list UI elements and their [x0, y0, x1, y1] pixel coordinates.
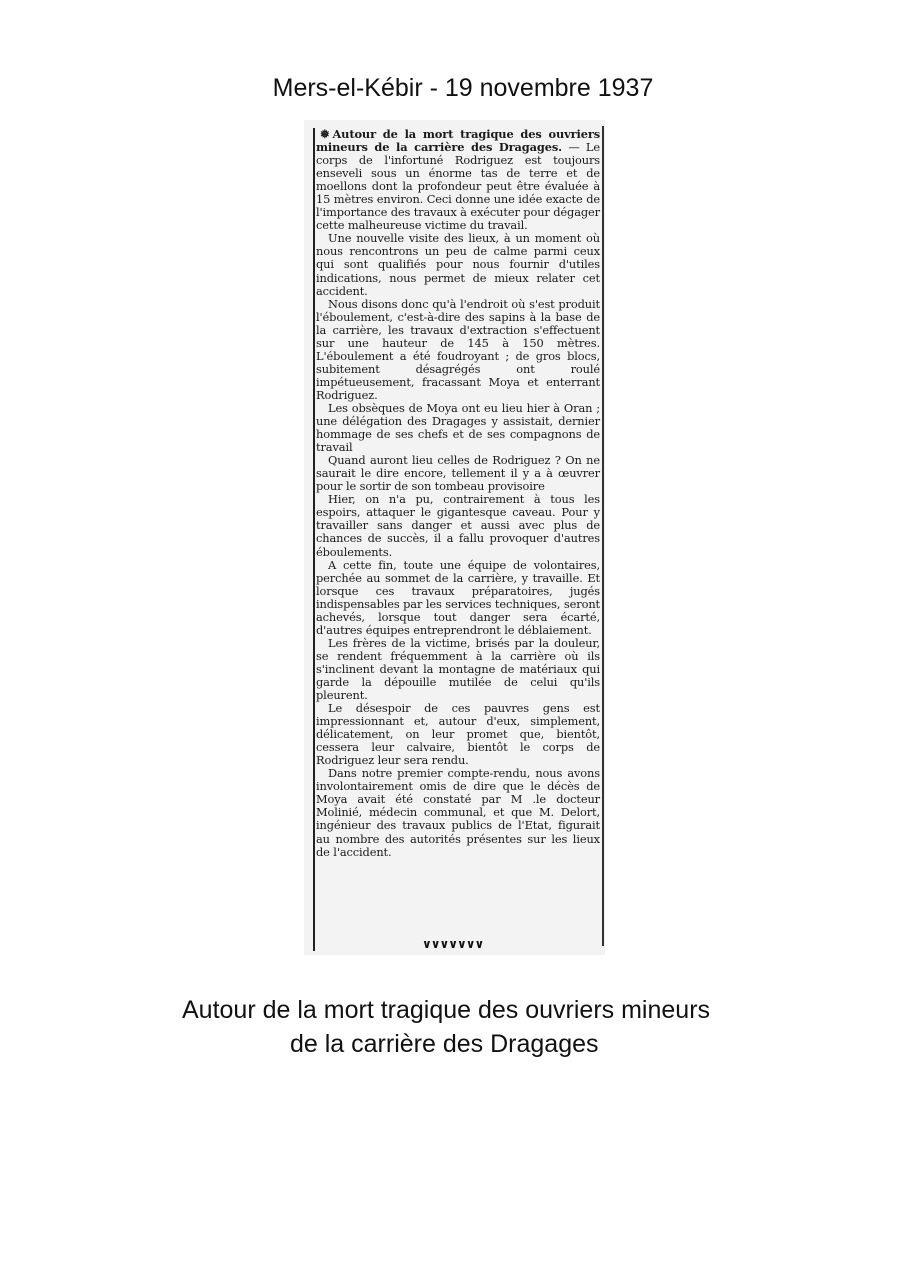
- caption-line-1: Autour de la mort tragique des ouvriers mineurs: [182, 996, 711, 1024]
- article-paragraph: Nous disons donc qu'à l'endroit où s'est produit l'éboulement, c'est-à-dire des sapins à la base de la carrière, les travaux d'extraction s'effectuent sur une hauteur de 145 à 150 mètres. L'éboulement a été foudroyant ; de gros blocs, subitement désagrégés ont roulé impétueusement, fracassant Moya et enterrant Rodriguez.: [316, 296, 600, 402]
- lead-ornament-icon: ❅: [320, 127, 330, 141]
- column-rule-right: [602, 126, 604, 946]
- article-paragraph: Le désespoir de ces pauvres gens est impressionnant et, autour d'eux, simplement, délicatement, on leur promet que, bientôt, cessera leur calvaire, bientôt le corps de Rodriguez leur sera rendu.: [316, 701, 600, 768]
- article-paragraph: Une nouvelle visite des lieux, à un moment où nous rencontrons un peu de calme parmi ceux qui sont qualifiés pour nous fournir d'utiles indications, nous permet de mieux relater cet accident.: [316, 231, 600, 298]
- end-ornament-icon: ∨∨∨∨∨∨∨: [422, 937, 484, 951]
- article-paragraph-text: — Le corps de l'infortuné Rodriguez est toujours enseveli sous un énorme tas de terre et de moellons dont la profondeur peut être évaluée à 15 mètres environ. Ceci donne une idée exacte de l'importance des travaux à exécuter pour dégager cette malheureuse victime du travail.: [316, 140, 600, 233]
- article-paragraph: A cette fin, toute une équipe de volontaires, perchée au sommet de la carrière, y travaille. Et lorsque ces travaux préparatoires, jugés indispensables par les services techniques, seront achevés, lorsque tout danger sera écarté, d'autres équipes entreprendront le déblaiement.: [316, 557, 600, 637]
- article-paragraph: Les frères de la victime, brisés par la douleur, se rendent fréquemment à la carrière où ils s'inclinent devant la montagne de matériaux qui garde la dépouille mutilée de celui qu'ils pleurent.: [316, 635, 600, 703]
- column-rule-left: [313, 128, 315, 951]
- caption-line-2: de la carrière des Dragages: [290, 1030, 599, 1058]
- page-title: Mers-el-Kébir - 19 novembre 1937: [272, 74, 654, 102]
- article-paragraph: Dans notre premier compte-rendu, nous avons involontairement omis de dire que le décès de Moya avait été constaté par M .le docteur Molinié, médecin communal, et que M. Delort, ingénieur des travaux publics de l'Etat, figurait au nombre des autorités présentes sur les lieux de l'accident.: [316, 766, 600, 859]
- article-paragraph: Les obsèques de Moya ont eu lieu hier à Oran ; une délégation des Dragages y assistait, dernier hommage de ses chefs et de ses compagnons de travail: [316, 400, 600, 455]
- newspaper-clipping: [304, 120, 605, 955]
- article-headline: Autour de la mort tragique des ouvriers mineurs de la carrière des Dragages.: [316, 127, 600, 155]
- article-paragraph: Quand auront lieu celles de Rodriguez ? On ne saurait le dire encore, tellement il y a à œuvrer pour le sortir de son tombeau provisoire: [316, 453, 600, 494]
- article-paragraph: [316, 128, 600, 232]
- article-paragraph: Hier, on n'a pu, contrairement à tous les espoirs, attaquer le gigantesque caveau. Pour y travailler sans danger et aussi avec plus de chances de succès, il a fallu provoquer d'autres éboulements.: [316, 492, 600, 559]
- article-text: [316, 128, 600, 859]
